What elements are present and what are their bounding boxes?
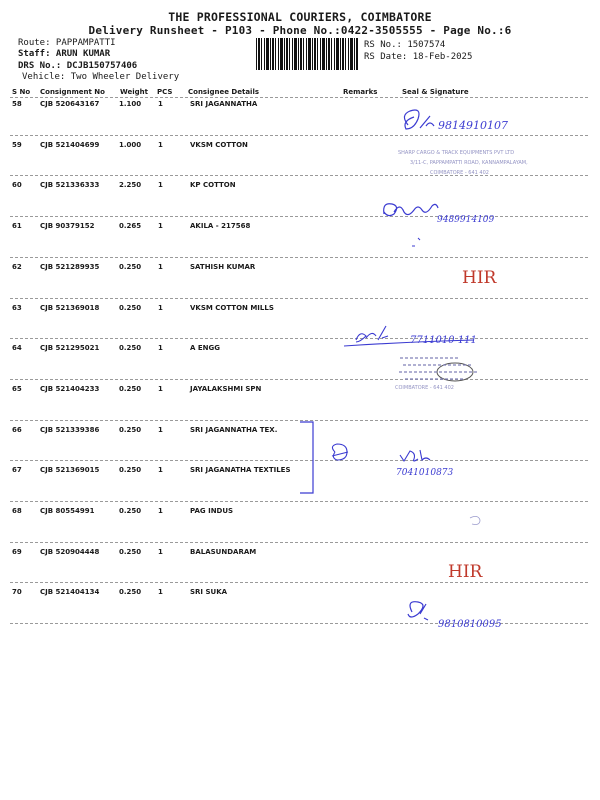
cell-sno: 61 — [12, 222, 22, 231]
col-seal: Seal & Signature — [402, 88, 469, 96]
cell-weight: 0.250 — [119, 588, 142, 597]
cell-consignee: BALASUNDARAM — [190, 547, 257, 556]
cell-pcs: 1 — [158, 140, 163, 149]
cell-sno: 59 — [12, 140, 22, 149]
cell-weight: 0.250 — [119, 303, 142, 312]
cell-consignment: CJB 521336333 — [40, 181, 100, 190]
cell-weight: 0.250 — [119, 547, 142, 556]
cell-pcs: 1 — [158, 222, 163, 231]
cell-sno: 69 — [12, 547, 22, 556]
cell-sno: 58 — [12, 100, 22, 108]
stamp-row59-line2: 3/11-C, PAPPAMPATTI ROAD, KANNAMPALAYAM, — [410, 160, 528, 166]
rs-number: RS No.: 1507574 — [364, 40, 446, 50]
col-sno: S No — [12, 88, 31, 96]
cell-consignment: CJB 521339386 — [40, 425, 100, 434]
mark-row68 — [470, 516, 480, 524]
stamp-row59-line1: SHARP CARGO & TRACK EQUIPMENTS PVT LTD — [398, 150, 515, 156]
col-remarks: Remarks — [343, 88, 378, 96]
cell-pcs: 1 — [158, 262, 163, 271]
hir-mark-row62: HIR — [462, 268, 497, 288]
cell-consignment: CJB 521289935 — [40, 262, 100, 271]
mark-row61 — [412, 238, 420, 246]
cell-sno: 62 — [12, 262, 22, 271]
cell-pcs: 1 — [158, 507, 163, 515]
cell-pcs: 1 — [158, 466, 163, 475]
cell-consignee: VKSM COTTON MILLS — [190, 303, 274, 312]
cell-weight: 0.250 — [119, 384, 142, 393]
cell-consignment: CJB 521369018 — [40, 303, 100, 312]
cell-weight: 0.250 — [119, 262, 142, 271]
col-consignee: Consignee Details — [188, 88, 260, 96]
signature-row67 — [400, 450, 430, 461]
cell-sno: 64 — [12, 344, 22, 353]
cell-sno: 67 — [12, 466, 22, 475]
cell-consignee: AKILA - 217568 — [190, 222, 251, 231]
signature-row64-number: 7711010 111 — [410, 335, 477, 346]
cell-consignee: SRI JAGANNATHA — [190, 100, 258, 108]
runsheet-title: Delivery Runsheet - P103 - Phone No.:0422-3505555 - Page No.:6 — [88, 24, 512, 37]
stamp-row65-line3: COIMBATORE - 641 402 — [395, 385, 454, 391]
cell-weight: 1.100 — [119, 100, 142, 108]
cell-consignee: PAG INDUS — [190, 507, 234, 515]
cell-pcs: 1 — [158, 547, 163, 556]
vehicle-label: Vehicle: Two Wheeler Delivery — [22, 72, 180, 82]
signature-row58 — [404, 110, 434, 129]
hir-mark-row69: HIR — [448, 562, 483, 582]
cell-consignment: CJB 521404233 — [40, 384, 100, 393]
cell-weight: 0.250 — [119, 425, 142, 434]
cell-pcs: 1 — [158, 100, 163, 108]
stamp-row59-line3: COIMBATORE - 641 402 — [430, 170, 489, 176]
signature-row70-number: 9810810095 — [438, 619, 502, 630]
cell-consignee: SRI JAGANATHA TEXTILES — [190, 466, 291, 475]
cell-pcs: 1 — [158, 588, 163, 597]
cell-pcs: 1 — [158, 425, 163, 434]
cell-sno: 66 — [12, 425, 22, 434]
staff-label: Staff: ARUN KUMAR — [18, 49, 111, 59]
cell-weight: 0.250 — [119, 466, 142, 475]
route-label: Route: PAPPAMPATTI — [18, 38, 116, 48]
cell-pcs: 1 — [158, 181, 163, 190]
cell-weight: 1.000 — [119, 140, 142, 149]
signature-row70 — [408, 602, 428, 620]
cell-consignment: CJB 520643167 — [40, 100, 100, 108]
cell-pcs: 1 — [158, 344, 163, 353]
rs-date: RS Date: 18-Feb-2025 — [364, 52, 473, 62]
drs-number: DRS No.: DCJB150757406 — [18, 61, 138, 71]
cell-consignee: KP COTTON — [190, 181, 236, 190]
cell-consignee: SATHISH KUMAR — [190, 262, 256, 271]
signature-row60-number: 9489914109 — [437, 215, 495, 225]
col-weight: Weight — [120, 88, 148, 96]
cell-weight: 0.250 — [119, 344, 142, 353]
cell-weight: 2.250 — [119, 181, 142, 190]
cell-pcs: 1 — [158, 303, 163, 312]
bracket-rows-66-67 — [300, 422, 313, 493]
cell-sno: 68 — [12, 507, 22, 515]
cell-sno: 63 — [12, 303, 22, 312]
initial-row66 — [332, 444, 348, 460]
cell-pcs: 1 — [158, 384, 163, 393]
cell-consignment: CJB 521404134 — [40, 588, 100, 597]
cell-sno: 65 — [12, 384, 22, 393]
cell-weight: 0.250 — [119, 507, 142, 515]
cell-consignment: CJB 521369015 — [40, 466, 100, 475]
cell-consignee: SRI SUKA — [190, 588, 228, 597]
signature-row60 — [384, 204, 438, 216]
col-pcs: PCS — [157, 88, 173, 96]
cell-consignee: SRI JAGANNATHA TEX. — [190, 425, 278, 434]
cell-sno: 60 — [12, 181, 22, 190]
stamp-row64-65 — [395, 352, 505, 388]
signature-row58-number: 9814910107 — [438, 119, 508, 132]
company-title: THE PROFESSIONAL COURIERS, COIMBATORE — [168, 10, 432, 24]
cell-consignee: VKSM COTTON — [190, 140, 248, 149]
cell-consignment: CJB 521295021 — [40, 344, 100, 353]
cell-consignee: JAYALAKSHMI SPN — [190, 384, 262, 393]
cell-consignment: CJB 90379152 — [40, 222, 95, 231]
cell-consignment: CJB 80554991 — [40, 507, 95, 515]
signature-row67-number: 7041010873 — [396, 468, 454, 478]
cell-consignment: CJB 521404699 — [40, 140, 100, 149]
cell-sno: 70 — [12, 588, 22, 597]
col-consignment: Consignment No — [40, 88, 105, 96]
cell-consignee: A ENGG — [190, 344, 220, 353]
cell-weight: 0.265 — [119, 222, 142, 231]
cell-consignment: CJB 520904448 — [40, 547, 100, 556]
